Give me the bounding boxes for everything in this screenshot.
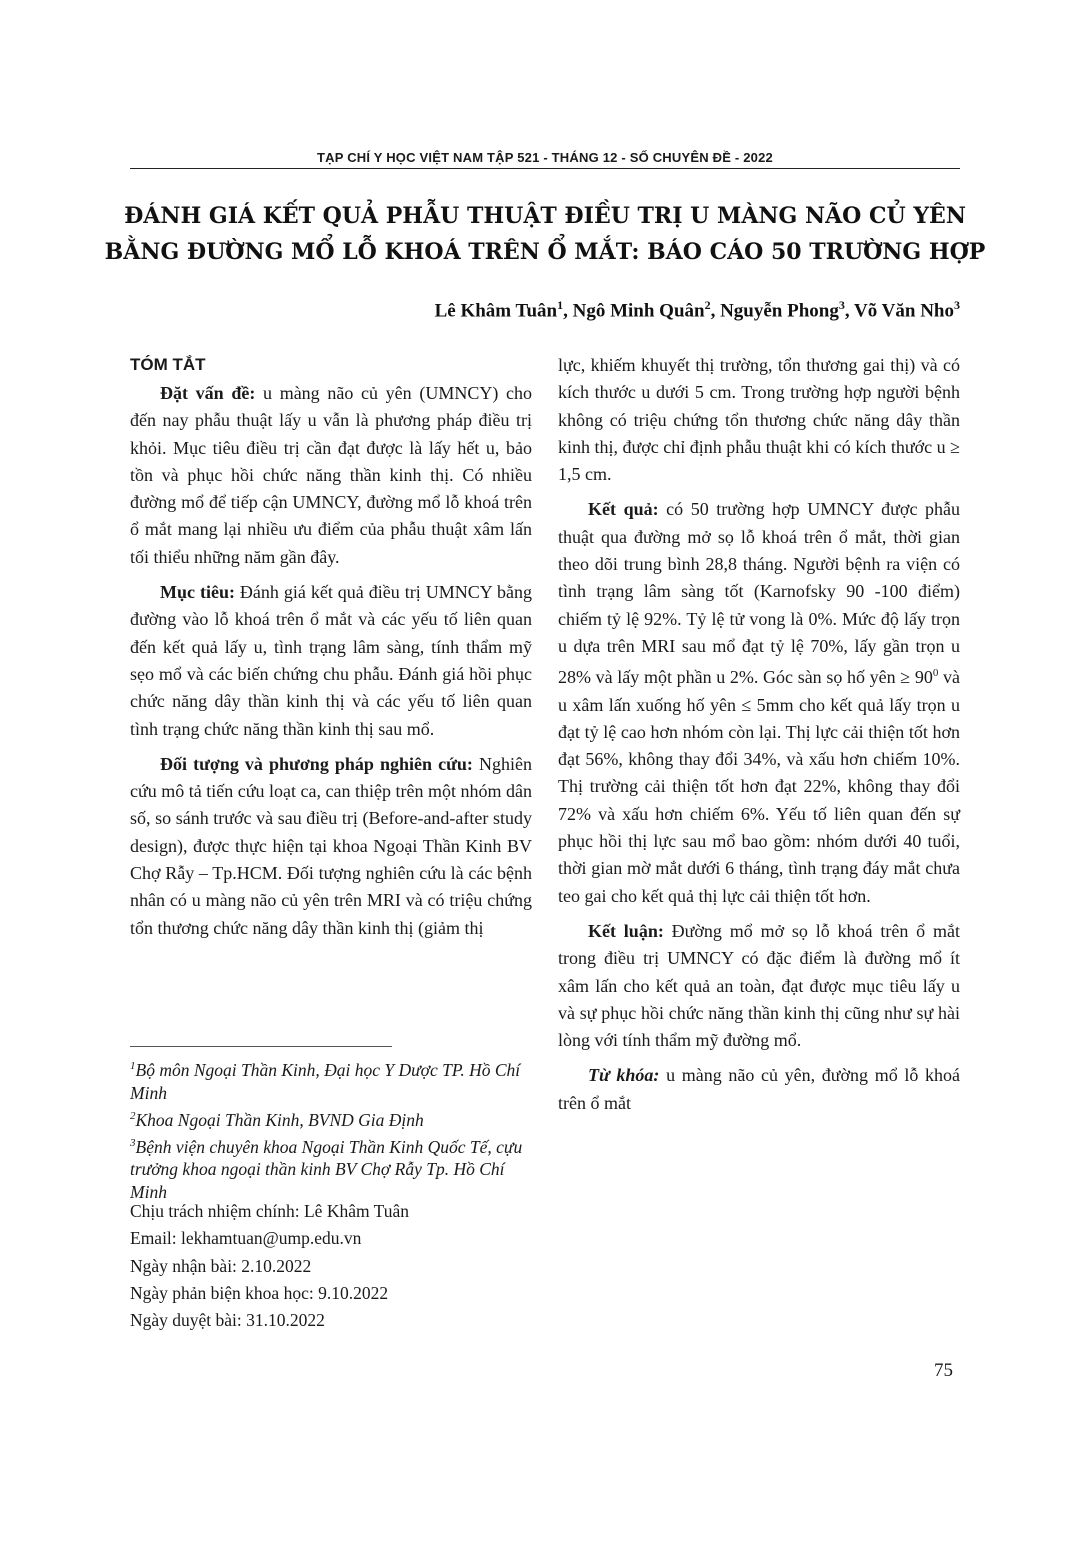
footnote bbox=[130, 1132, 532, 1205]
author-affiliation: 3 bbox=[954, 298, 960, 312]
methods-paragraph bbox=[130, 751, 532, 942]
received-date: Ngày nhận bài: 2.10.2022 bbox=[130, 1255, 312, 1276]
results-lead: Kết quả: bbox=[588, 499, 659, 520]
author-name: Ngô Minh Quân bbox=[572, 300, 705, 322]
author-affiliation: 3 bbox=[838, 298, 845, 312]
objective-paragraph bbox=[130, 579, 532, 743]
footnote-text: Bộ môn Ngoại Thần Kinh, Đại học Y Dược TP. Hồ Chí Minh bbox=[130, 1059, 521, 1103]
footnote-text: Bệnh viện chuyên khoa Ngoại Thần Kinh Quốc Tế, cựu trưởng khoa ngoại thần kinh BV Chợ Rẫy Tp. Hồ Chí Minh bbox=[130, 1136, 523, 1203]
left-column bbox=[130, 352, 532, 950]
background-lead: Đặt vấn đề: bbox=[160, 383, 256, 403]
footnote-marker: 1 bbox=[130, 1060, 136, 1072]
author-name: Võ Văn Nho bbox=[854, 300, 954, 322]
objective-text: Đánh giá kết quả điều trị UMNCY bằng đường vào lỗ khoá trên ổ mắt và các yếu tố liên quan đến kết quả lấy u, tình trạng lâm sàng, tính thẩm mỹ sẹo mổ và các biến chứng chu phẫu. Đánh giá hồi phục chức năng dây thần kinh thị và các yếu tố liên quan tình trạng chức năng thần kinh thị sau mổ. bbox=[130, 582, 532, 739]
journal-header: TẠP CHÍ Y HỌC VIỆT NAM TẬP 521 - THÁNG 12 - SỐ CHUYÊN ĐỀ - 2022 bbox=[317, 150, 773, 165]
author-affiliation: 2 bbox=[704, 298, 711, 312]
results-text: có 50 trường hợp UMNCY được phẫu thuật qua đường mở sọ lỗ khoá trên ổ mắt, thời gian theo dõi trung bình 28,8 tháng. Người bệnh ra viện có tình trạng lâm sàng tốt (Karnofsky 90 -100 điểm) chiếm tỷ lệ 92%. Tỷ lệ tử vong là 0%. Mức độ lấy trọn u dựa trên MRI sau mổ đạt tỷ lệ 70%, lấy gần trọn u 28% và lấy một phần u 2%. Góc sàn sọ hố yên ≥ 90 bbox=[558, 499, 960, 688]
footnote bbox=[130, 1105, 532, 1132]
conclusion-paragraph bbox=[558, 918, 960, 1054]
right-column bbox=[558, 352, 960, 1125]
abstract-heading: TÓM TẮT bbox=[130, 355, 206, 374]
article-title bbox=[100, 198, 990, 270]
methods-continuation: lực, khiếm khuyết thị trường, tổn thương gai thị) và có kích thước u dưới 5 cm. Trong trường hợp người bệnh không có triệu chứng tổn thương chức năng dây thần kinh thị, được chỉ định phẫu thuật khi có kích thước u ≥ 1,5 cm. bbox=[558, 355, 960, 485]
correspondence-info bbox=[130, 1198, 532, 1334]
author-name: Nguyễn Phong bbox=[720, 300, 839, 322]
author-name: Lê Khâm Tuân bbox=[434, 300, 558, 322]
degree-superscript: 0 bbox=[932, 667, 939, 680]
keywords-text: u màng não củ yên, đường mổ lỗ khoá trên ổ mắt bbox=[558, 1065, 960, 1113]
footnote-rule bbox=[130, 1046, 392, 1047]
footnote-marker: 3 bbox=[130, 1136, 136, 1149]
objective-lead: Mục tiêu: bbox=[160, 582, 235, 603]
email: Email: lekhamtuan@ump.edu.vn bbox=[130, 1228, 362, 1249]
approval-date: Ngày duyệt bài: 31.10.2022 bbox=[130, 1310, 325, 1331]
keywords-paragraph bbox=[558, 1062, 960, 1117]
background-text: u màng não củ yên (UMNCY) cho đến nay phẫu thuật lấy u vẫn là phương pháp điều trị khỏi. Mục tiêu điều trị cần đạt được là lấy hết u, bảo tồn và phục hồi chức năng thần kinh thị. Có nhiều đường mổ để tiếp cận UMNCY, đường mổ lỗ khoá trên ổ mắt mang lại nhiều ưu điểm của phẫu thuật xâm lấn tối thiểu những năm gần đây. bbox=[130, 383, 532, 567]
footnote-marker: 2 bbox=[130, 1109, 136, 1122]
author-separator: , bbox=[563, 300, 573, 322]
results-paragraph bbox=[558, 496, 960, 909]
page-number: 75 bbox=[934, 1360, 953, 1381]
footnote bbox=[130, 1055, 532, 1105]
methods-lead: Đối tượng và phương pháp nghiên cứu: bbox=[160, 753, 473, 774]
title-line-1: ĐÁNH GIÁ KẾT QUẢ PHẪU THUẬT ĐIỀU TRỊ U MÀNG NÃO CỦ YÊN bbox=[124, 203, 966, 229]
footnote-text: Khoa Ngoại Thần Kinh, BVND Gia Định bbox=[135, 1109, 424, 1130]
keywords-lead: Từ khóa: bbox=[588, 1065, 660, 1086]
header-rule bbox=[130, 168, 960, 169]
conclusion-text: Đường mổ mở sọ lỗ khoá trên ổ mắt trong điều trị UMNCY có đặc điểm là đường mổ ít xâm lấn cho kết quả an toàn, đạt được mục tiêu lấy u và sự phục hồi chức năng thần kinh thị cũng như sự hài lòng với tính thẩm mỹ đường mổ. bbox=[558, 920, 960, 1051]
author-list bbox=[435, 298, 960, 322]
methods-text: Nghiên cứu mô tả tiến cứu loạt ca, can thiệp trên một nhóm dân số, so sánh trước và sau điều trị (Before-and-after study design), được thực hiện tại khoa Ngoại Thần Kinh BV Chợ Rẫy – Tp.HCM. Đối tượng nghiên cứu là các bệnh nhân có u màng não củ yên trên MRI và có triệu chứng tổn thương chức năng dây thần kinh thị (giảm thị bbox=[130, 753, 532, 938]
conclusion-lead: Kết luận: bbox=[588, 920, 664, 941]
affiliation-footnotes bbox=[130, 1055, 532, 1204]
author-separator: , bbox=[844, 300, 855, 322]
author-affiliation: 1 bbox=[557, 298, 564, 312]
author-separator: , bbox=[710, 300, 721, 322]
responsible-author: Chịu trách nhiệm chính: Lê Khâm Tuân bbox=[130, 1201, 409, 1221]
results-text-cont: và u xâm lấn xuống hố yên ≤ 5mm cho kết quả lấy trọn u đạt tỷ lệ cao hơn nhóm còn lại. Thị lực cải thiện tốt hơn đạt 56%, không thay đổi 34%, và xấu hơn chiếm 10%. Thị trường cải thiện tốt hơn đạt 22%, không thay đổi 72% và xấu hơn chiếm 6%. Yếu tố liên quan đến sự phục hồi thị lực sau mổ bao gồm: nhóm dưới 40 tuổi, thời gian mờ mắt dưới 6 tháng, tình trạng đáy mắt chưa teo gai cho kết quả thị lực cải thiện tốt hơn. bbox=[558, 667, 960, 906]
review-date: Ngày phản biện khoa học: 9.10.2022 bbox=[130, 1282, 389, 1303]
background-paragraph bbox=[130, 380, 532, 571]
title-line-2: BẰNG ĐƯỜNG MỔ LỖ KHOÁ TRÊN Ổ MẮT: BÁO CÁO 50 TRƯỜNG HỢP bbox=[104, 239, 986, 265]
